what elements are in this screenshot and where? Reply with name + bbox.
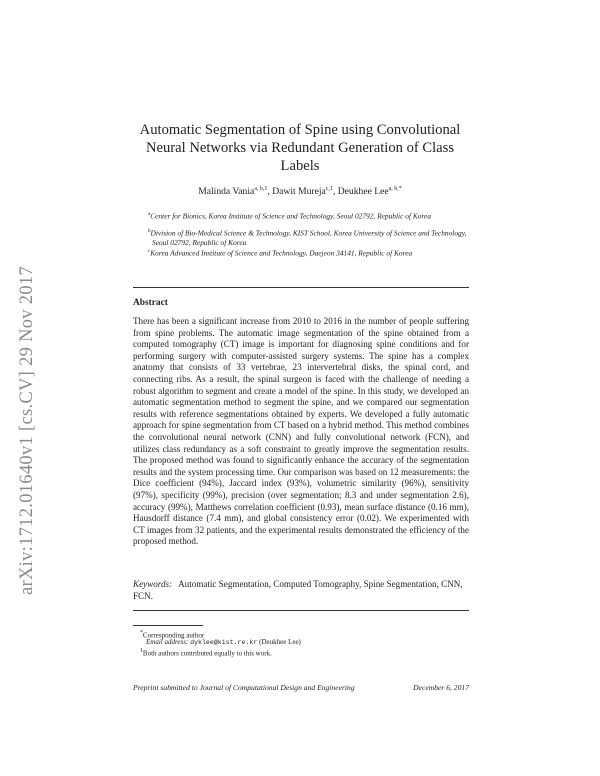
keywords — [133, 579, 469, 602]
preprint-date: December 6, 2017 — [413, 683, 469, 692]
author-name: Deukhee Lee — [337, 186, 389, 198]
email-address[interactable]: dyklee@kist.re.kr — [190, 639, 258, 646]
arxiv-stamp — [10, 200, 44, 660]
abstract-bottom-rule — [133, 610, 469, 611]
footnote-corresponding-text: Corresponding author — [142, 631, 205, 640]
author-superscript: a, b,1 — [254, 186, 268, 192]
footnote-equal-text: Both authors contributed equally to this work. — [142, 649, 272, 658]
affiliation — [134, 210, 470, 221]
footnote-rule — [133, 625, 203, 626]
page-footer — [133, 683, 469, 692]
affiliation-mark: a — [148, 212, 151, 217]
affiliation — [134, 227, 470, 248]
preprint-note: Preprint submitted to Journal of Computational Design and Engineering — [133, 683, 355, 692]
affiliation-text: Division of Bio-Medical Science & Technology, KIST School, Korea University of Science and Technology, Seoul 02792, Republic of Korea — [150, 228, 467, 248]
affiliation-text: Korea Advanced Institute of Science and Technology, Daejeon 34141, Republic of Korea — [150, 248, 413, 258]
footnote-email — [146, 638, 301, 647]
footnote-equal: $^1$Both authors contributed equally to this work. — [140, 648, 272, 658]
keywords-label: Keywords: — [133, 579, 173, 589]
abstract-top-rule — [133, 287, 469, 288]
author-list: Malinda Vania$^{a, b,1}$, Dawit Mureja$^{c,1}$, Deukhee Lee$^{a, b,*}$ — [198, 186, 402, 198]
affiliation-mark: b — [148, 229, 151, 234]
affiliation-mark: c — [148, 249, 151, 254]
email-label: Email address: — [146, 638, 189, 646]
author-superscript: c,1 — [325, 186, 333, 192]
author-superscript: a, b,* — [388, 186, 402, 192]
affiliation-text: Center for Bionics, Korea Institute of Science and Technology, Seoul 02792, Republic of Korea — [150, 211, 432, 221]
author-name: Malinda Vania — [198, 186, 255, 198]
arxiv-id: arXiv:1712.01640v1 [cs.CV] 29 Nov 2017 — [16, 265, 37, 595]
author-name: Dawit Mureja — [272, 186, 326, 198]
email-owner: (Deukhee Lee) — [259, 638, 301, 646]
affiliation — [134, 247, 470, 258]
abstract-text: There has been a significant increase from 2010 to 2016 in the number of people suffering from spine problems. The automatic image segmentation of the spine obtained from a computed tomography (CT) image is important for diagnosing spine conditions and for performing surgery with computer-assisted surgery systems. The spine has a complex anatomy that consists of 33 vertebrae, 23 intervertebral disks, the spinal cord, and connecting ribs. As a result, the spinal surgeon is faced with the challenge of needing a robust algorithm to segment and create a model of the spine. In this study, we developed an automatic segmentation method to segment the spine, and we compared our segmentation results with reference segmentations obtained by experts. We developed a fully automatic approach for spine segmentation from CT based on a hybrid method. This method combines the convolutional neural network (CNN) and fully convolutional network (FCN), and utilizes class redundancy as a soft constraint to greatly improve the segmentation results. The proposed method was found to significantly enhance the accuracy of the segmentation results and the system processing time. Our comparison was based on 12 measurements: the Dice coefficient (94%), Jaccard index (93%), volumetric similarity (96%), sensitivity (97%), specificity (99%), precision (over segmentation; 8.3 and under segmentation 2.6), accuracy (99%), Matthews correlation coefficient (0.93), mean surface distance (0.16 mm), Hausdorff distance (7.4 mm), and global consistency error (0.02). We experimented with CT images from 32 patients, and the experimental results demonstrated the efficiency of the proposed method. — [133, 316, 469, 547]
keywords-text: Automatic Segmentation, Computed Tomography, Spine Segmentation, CNN, FCN. — [133, 579, 463, 601]
footnote-corresponding: *Corresponding author — [140, 630, 205, 640]
abstract-heading: Abstract — [133, 298, 168, 308]
paper-title: Automatic Segmentation of Spine using Convolutional Neural Networks via Redundant Generation of Class Labels — [139, 122, 461, 174]
